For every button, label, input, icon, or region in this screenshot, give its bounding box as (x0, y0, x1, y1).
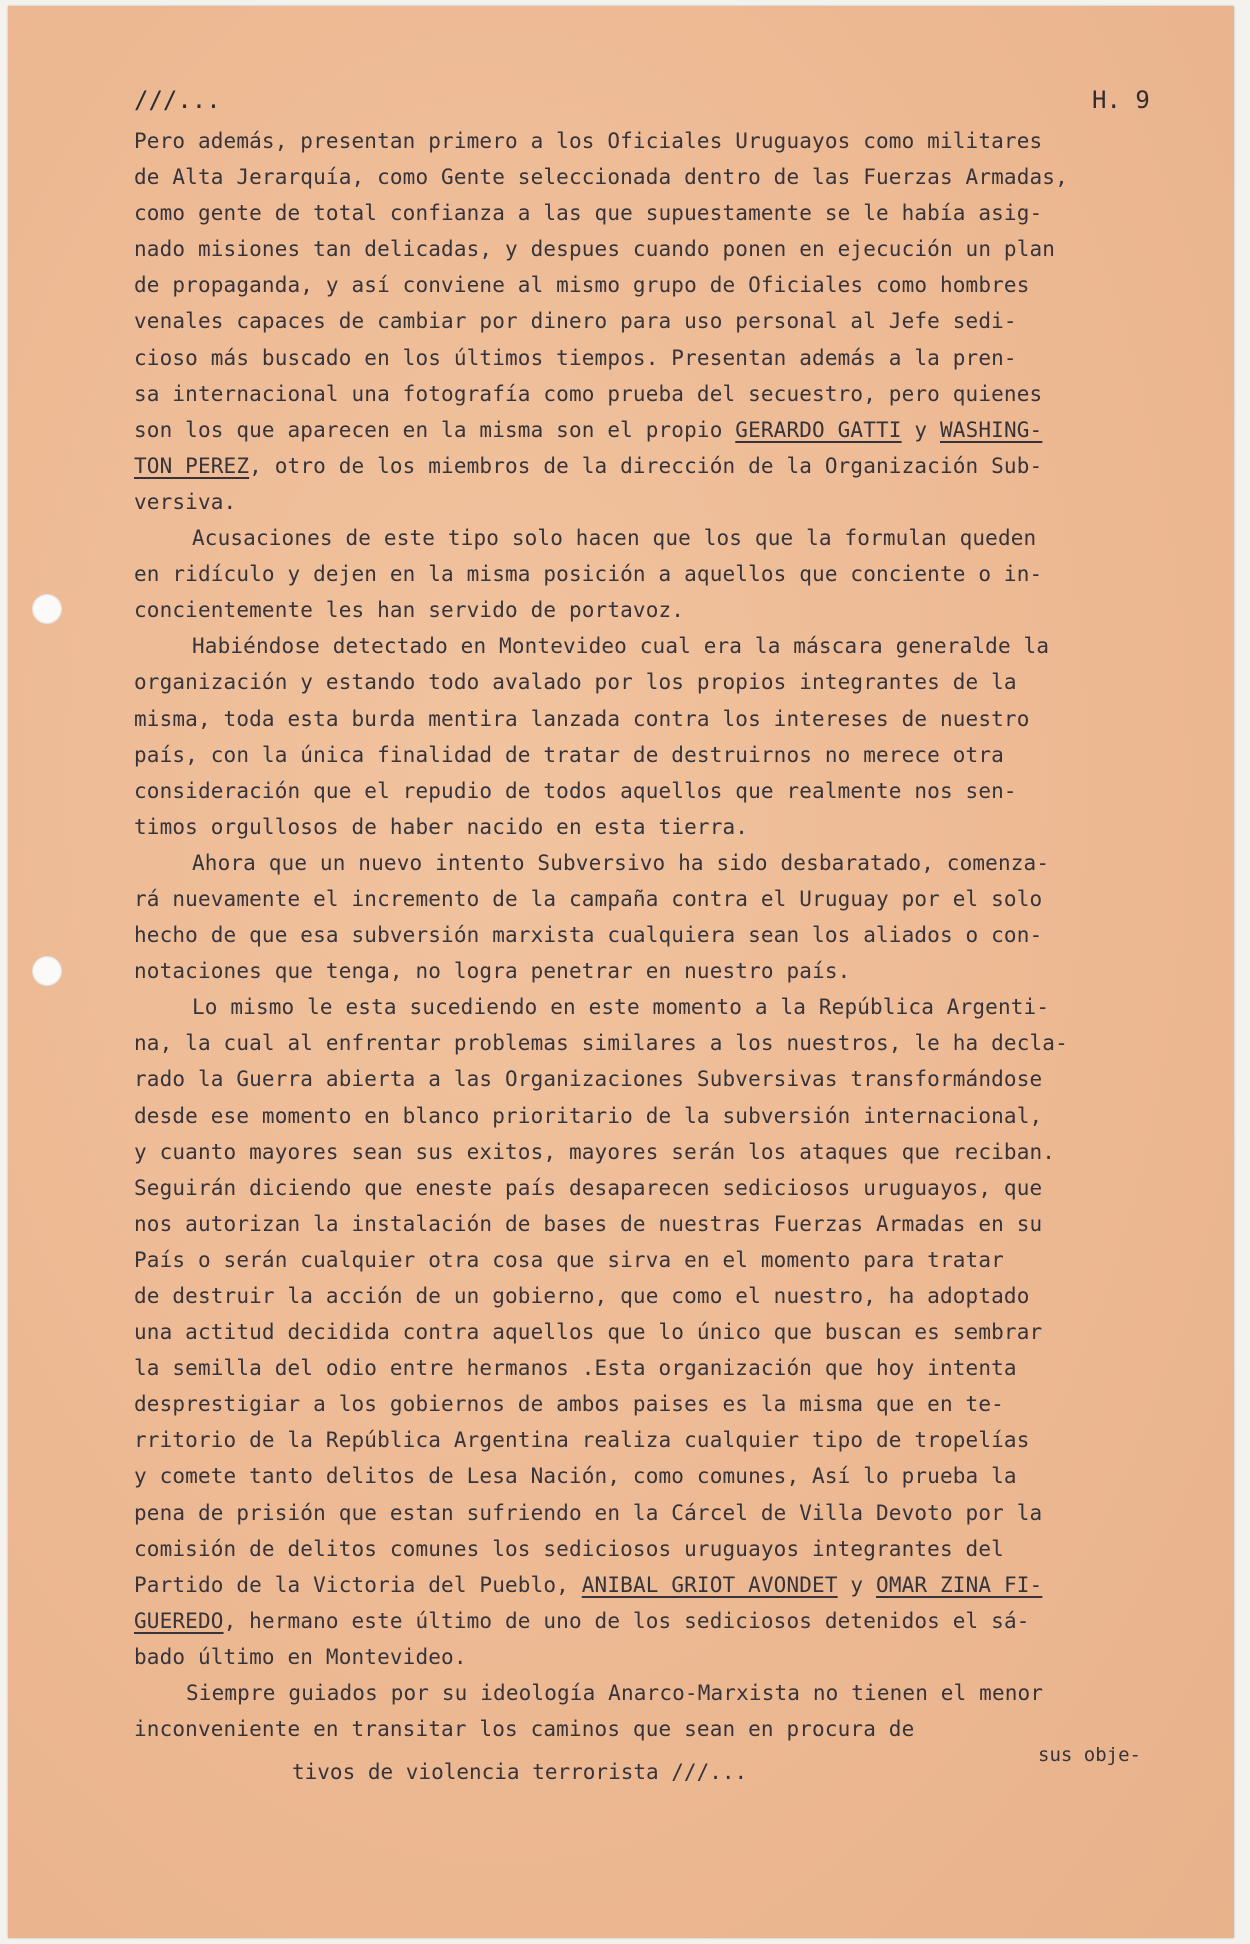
text-continuation: sus obje- (1038, 1744, 1141, 1766)
continuation-mark: ///... (134, 86, 221, 114)
text-span: y (901, 417, 940, 442)
text-line: en ridículo y dejen en la misma posición a aquellos que conciente o in- (134, 562, 1043, 587)
text-line: Seguirán diciendo que eneste país desaparecen sediciosos uruguayos, que (134, 1175, 1043, 1200)
text-line: una actitud decidida contra aquellos que lo único que buscan es sembrar (134, 1320, 1043, 1345)
text-line: Pero además, presentan primero a los Oficiales Uruguayos como militares (134, 129, 1043, 153)
text-line: de propaganda, y así conviene al mismo grupo de Oficiales como hombres (134, 273, 1030, 298)
text-line: como gente de total confianza a las que supuestamente se le había asig- (134, 201, 1043, 226)
text-line: notaciones que tenga, no logra penetrar en nuestro país. (134, 959, 851, 984)
text-line: venales capaces de cambiar por dinero para uso personal al Jefe sedi- (134, 309, 1017, 334)
text-line: y cuanto mayores sean sus exitos, mayores serán los ataques que reciban. (134, 1139, 1056, 1164)
text-line: rritorio de la República Argentina realiza cualquier tipo de tropelías (134, 1428, 1030, 1453)
underlined-name: GUEREDO (134, 1608, 224, 1633)
text-line: de destruir la acción de un gobierno, que como el nuestro, ha adoptado (134, 1284, 1030, 1308)
underlined-name: OMAR ZINA FI- (876, 1572, 1043, 1597)
text-line: nado misiones tan delicadas, y despues cuando ponen en ejecución un plan (134, 237, 1056, 262)
text-line: hecho de que esa subversión marxista cualquiera sean los aliados o con- (134, 923, 1043, 948)
text-line: na, la cual al enfrentar problemas similares a los nuestros, le ha decla- (134, 1031, 1068, 1056)
paragraph-start: Ahora que un nuevo intento Subversivo ha sido desbaratado, comenza- (192, 850, 1050, 875)
text-line (134, 1603, 1200, 1639)
text-line: y comete tanto delitos de Lesa Nación, como comunes, Así lo prueba la (134, 1464, 1017, 1489)
text-line: cioso más buscado en los últimos tiempos. Presentan además a la pren- (134, 345, 1017, 370)
text-line: nos autorizan la instalación de bases de nuestras Fuerzas Armadas en su (134, 1211, 1043, 1236)
text-line: desde ese momento en blanco prioritario de la subversión internacional, (134, 1103, 1043, 1128)
page-number: H. 9 (1092, 86, 1150, 114)
underlined-name: ANIBAL GRIOT AVONDET (581, 1572, 838, 1597)
text-line: concientemente les han servido de portavoz. (134, 598, 685, 623)
paragraph-start: Acusaciones de este tipo solo hacen que los que la formulan queden (192, 526, 1037, 551)
text-line (134, 448, 1200, 484)
punch-hole-top (32, 594, 62, 624)
text-line: rá nuevamente el incremento de la campaña contra el Uruguay por el solo (134, 886, 1043, 911)
text-span: Partido de la Victoria del Pueblo, (134, 1572, 582, 1597)
text-span: y (837, 1572, 877, 1597)
text-line: desprestigiar a los gobiernos de ambos paises es la misma que en te- (134, 1392, 1004, 1417)
document-page (8, 6, 1234, 1938)
text-line: versiva. (134, 489, 237, 514)
paragraph-start: Lo mismo le esta sucediendo en este momento a la República Argenti- (192, 995, 1050, 1020)
underlined-name: TON PEREZ (134, 453, 250, 478)
text-line: consideración que el repudio de todos aquellos que realmente nos sen- (134, 778, 1017, 803)
paragraph-start: Siempre guiados por su ideología Anarco-Marxista no tienen el menor (186, 1681, 1044, 1706)
underlined-name: WASHING- (939, 417, 1043, 442)
text-span: son los que aparecen en la misma son el propio (134, 417, 736, 442)
text-line (134, 412, 1200, 448)
text-line: la semilla del odio entre hermanos .Esta organización que hoy intenta (134, 1356, 1017, 1381)
text-span: , hermano este último de uno de los sediciosos detenidos el sá- (223, 1608, 1030, 1633)
text-line: organización y estando todo avalado por los propios integrantes de la (134, 670, 1017, 695)
text-line: timos orgullosos de haber nacido en esta tierra. (134, 814, 749, 839)
text-line (134, 1567, 1200, 1603)
document-body (134, 123, 1200, 1747)
text-line: inconveniente en transitar los caminos que sean en procura de (134, 1717, 915, 1742)
text-span: , otro de los miembros de la dirección de la Organización Sub- (249, 453, 1043, 478)
text-line: pena de prisión que estan sufriendo en la Cárcel de Villa Devoto por la (134, 1500, 1043, 1525)
text-line: país, con la única finalidad de tratar de destruirnos no merece otra (134, 742, 1004, 767)
punch-hole-bottom (32, 956, 62, 986)
paragraph-start: Habiéndose detectado en Montevideo cual era la máscara generalde la (192, 634, 1050, 659)
text-line: País o serán cualquier otra cosa que sirva en el momento para tratar (134, 1247, 1004, 1272)
text-line: bado último en Montevideo. (134, 1644, 467, 1669)
text-line: rado la Guerra abierta a las Organizaciones Subversivas transformándose (134, 1067, 1043, 1092)
text-line: de Alta Jerarquía, como Gente seleccionada dentro de las Fuerzas Armadas, (134, 165, 1068, 190)
text-line: sa internacional una fotografía como prueba del secuestro, pero quienes (134, 381, 1043, 406)
text-line: comisión de delitos comunes los sediciosos uruguayos integrantes del (134, 1536, 1004, 1561)
underlined-name: GERARDO GATTI (735, 417, 902, 442)
closing-line: tivos de violencia terrorista ///... (292, 1760, 748, 1784)
text-line: misma, toda esta burda mentira lanzada contra los intereses de nuestro (134, 706, 1030, 731)
